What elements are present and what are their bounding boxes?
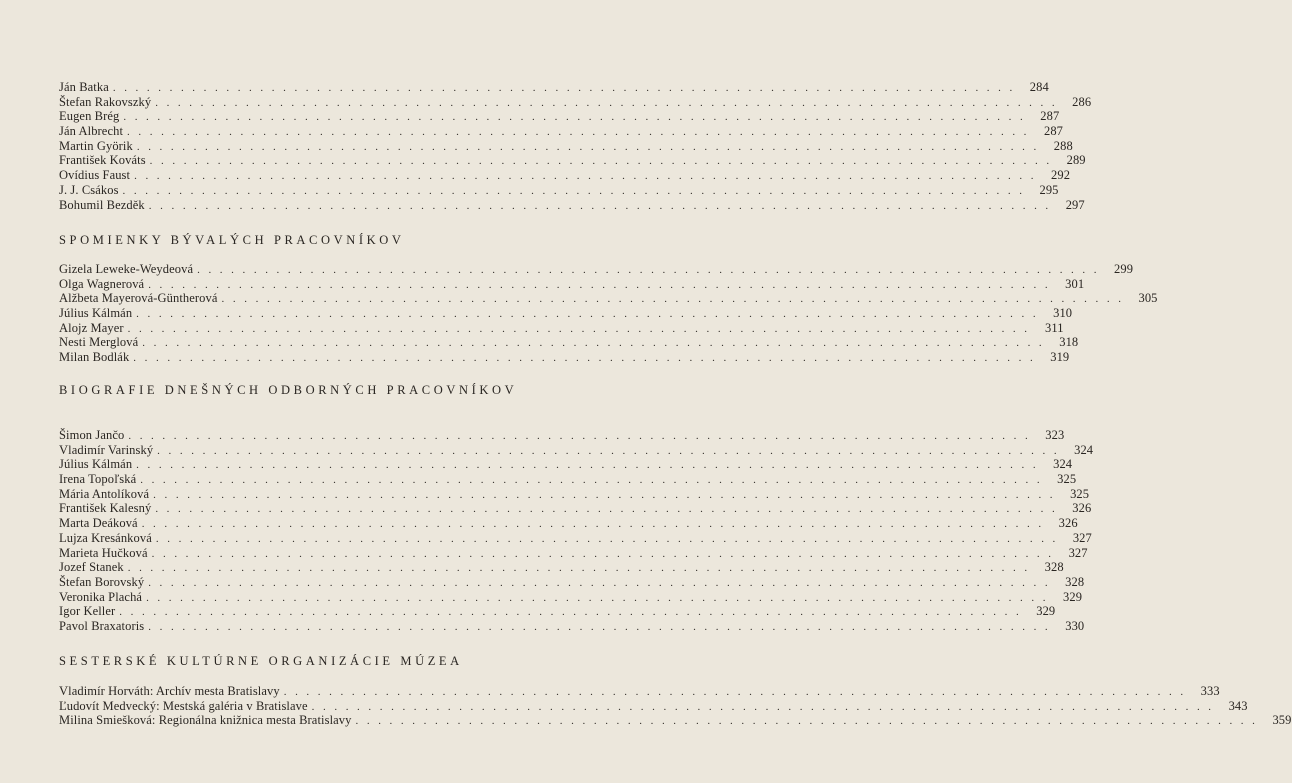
dot-leader: ................................................................................ [283, 686, 1192, 698]
dot-leader: ................................................................................ [149, 155, 1058, 168]
entry-name: Ľudovít Medvecký: Mestská galéria v Bratislave [59, 698, 308, 713]
toc-entry [59, 124, 1064, 139]
dot-leader: ................................................................................ [155, 96, 1064, 109]
entry-name: Ján Batka [59, 80, 109, 94]
section-heading-former-staff: SPOMIENKY BÝVALÝCH PRACOVNÍKOV [59, 233, 405, 247]
toc-entry [59, 545, 1088, 561]
dot-leader: ................................................................................ [136, 140, 1045, 153]
entry-page: 329 [1036, 604, 1056, 619]
entry-name: Šimon Jančo [59, 428, 125, 442]
entry-name: František Kalesný [59, 501, 152, 516]
entry-name: Bohumil Bezděk [59, 197, 145, 212]
entry-page: 333 [1200, 684, 1220, 698]
dot-leader: ................................................................................ [355, 715, 1264, 728]
toc-entry [59, 182, 1059, 198]
toc-entry [59, 109, 1060, 124]
dot-leader: ................................................................................ [197, 264, 1106, 276]
entry-page: 324 [1074, 442, 1094, 457]
entry-name: Irena Topoľská [59, 472, 137, 487]
entry-page: 292 [1051, 168, 1071, 183]
entry-page: 330 [1065, 618, 1085, 633]
entry-page: 328 [1044, 560, 1064, 575]
toc-entry [59, 618, 1085, 634]
toc-entry [59, 276, 1085, 292]
dot-leader: ................................................................................ [148, 199, 1057, 212]
dot-leader: ................................................................................ [151, 547, 1060, 560]
dot-leader: ................................................................................ [153, 488, 1062, 501]
entry-page: 327 [1072, 530, 1092, 545]
entry-name: Július Kálmán [59, 306, 133, 321]
toc-entry [59, 291, 1158, 306]
entry-page: 327 [1068, 545, 1088, 560]
entry-page: 289 [1066, 153, 1086, 168]
entry-name: Marta Deáková [59, 516, 138, 531]
toc-entry [59, 457, 1073, 472]
entry-page: 311 [1045, 320, 1064, 335]
entry-name: Alojz Mayer [59, 320, 124, 335]
entry-page: 318 [1059, 335, 1079, 350]
toc-entry [59, 320, 1064, 336]
dot-leader: ................................................................................ [136, 308, 1045, 321]
entry-page: 288 [1053, 138, 1073, 153]
entry-name: Ján Albrecht [59, 124, 124, 139]
dot-leader: ................................................................................ [127, 126, 1036, 139]
toc-entry [59, 138, 1073, 154]
toc-entry [59, 684, 1220, 699]
toc-entry [59, 472, 1077, 487]
toc-entry [59, 80, 1049, 95]
entry-page: 287 [1040, 109, 1060, 124]
entry-name: Milina Smiešková: Regionálna knižnica mesta Bratislavy [59, 713, 352, 728]
entry-page: 326 [1058, 516, 1078, 531]
toc-entry [59, 713, 1292, 728]
dot-leader: ................................................................................ [122, 184, 1031, 197]
entry-name: Milan Bodlák [59, 350, 130, 365]
entry-page: 301 [1065, 276, 1085, 291]
entry-page: 324 [1053, 457, 1073, 472]
toc-entry [59, 94, 1092, 110]
entry-name: Ovídius Faust [59, 168, 131, 183]
entry-name: Lujza Kresánková [59, 530, 152, 545]
entry-name: Vladimír Horváth: Archív mesta Bratislavy [59, 684, 280, 698]
toc-entry [59, 574, 1085, 590]
toc-section-3 [59, 428, 1094, 634]
entry-page: 329 [1063, 589, 1083, 604]
dot-leader: ................................................................................ [311, 700, 1220, 713]
section-heading-current-staff: BIOGRAFIE DNEŠNÝCH ODBORNÝCH PRACOVNÍKOV [59, 383, 518, 397]
entry-name: J. J. Csákos [59, 182, 119, 197]
toc-section-2 [59, 262, 1158, 365]
dot-leader: ................................................................................ [140, 474, 1049, 487]
toc-section-4 [59, 684, 1292, 728]
entry-name: Martin Györik [59, 138, 133, 153]
entry-name: Marieta Hučková [59, 545, 148, 560]
dot-leader: ................................................................................ [142, 337, 1051, 350]
entry-name: Štefan Rakovszký [59, 94, 152, 109]
toc-entry [59, 153, 1086, 168]
entry-name: František Kováts [59, 153, 146, 168]
entry-page: 284 [1029, 80, 1049, 94]
dot-leader: ................................................................................ [112, 82, 1021, 94]
entry-page: 328 [1065, 574, 1085, 589]
entry-name: Eugen Brég [59, 109, 120, 124]
dot-leader: ................................................................................ [123, 111, 1032, 124]
entry-name: Vladimír Varinský [59, 442, 154, 457]
entry-page: 310 [1053, 306, 1073, 321]
toc-entry [59, 516, 1078, 531]
entry-page: 359 [1272, 713, 1292, 728]
entry-page: 325 [1057, 472, 1077, 487]
dot-leader: ................................................................................ [136, 459, 1045, 472]
toc-entry [59, 262, 1134, 277]
dot-leader: ................................................................................ [127, 562, 1036, 575]
dot-leader: ................................................................................ [155, 503, 1064, 516]
dot-leader: ................................................................................ [119, 606, 1028, 619]
entry-name: Jozef Stanek [59, 560, 124, 575]
entry-name: Veronika Plachá [59, 589, 143, 604]
toc-entry [59, 197, 1085, 213]
entry-name: Nesti Merglová [59, 335, 139, 350]
entry-name: Igor Keller [59, 604, 116, 619]
toc-entry [59, 486, 1090, 502]
entry-name: Július Kálmán [59, 457, 133, 472]
toc-entry [59, 530, 1092, 546]
toc-entry [59, 604, 1056, 619]
entry-page: 319 [1050, 350, 1070, 365]
toc-entry [59, 350, 1070, 365]
toc-entry [59, 168, 1071, 183]
toc-entry [59, 335, 1079, 350]
entry-page: 326 [1072, 501, 1092, 516]
entry-name: Štefan Borovský [59, 574, 145, 589]
dot-leader: ................................................................................ [155, 532, 1064, 545]
dot-leader: ................................................................................ [141, 518, 1050, 531]
entry-page: 286 [1072, 94, 1092, 109]
dot-leader: ................................................................................ [221, 293, 1130, 306]
entry-name: Pavol Braxatoris [59, 618, 145, 633]
dot-leader: ................................................................................ [148, 278, 1057, 291]
dot-leader: ................................................................................ [133, 352, 1042, 365]
entry-name: Mária Antolíková [59, 486, 150, 501]
toc-entry [59, 306, 1073, 321]
entry-page: 325 [1070, 486, 1090, 501]
entry-page: 295 [1039, 182, 1059, 197]
toc-entry [59, 501, 1092, 516]
dot-leader: ................................................................................ [157, 444, 1066, 457]
toc-section-1 [59, 80, 1092, 212]
dot-leader: ................................................................................ [127, 322, 1036, 335]
toc-entry [59, 428, 1065, 443]
entry-name: Alžbeta Mayerová-Güntherová [59, 291, 218, 306]
entry-name: Gizela Leweke-Weydeová [59, 262, 194, 276]
dot-leader: ................................................................................ [148, 620, 1057, 633]
toc-entry [59, 698, 1248, 714]
dot-leader: ................................................................................ [148, 576, 1057, 589]
entry-page: 343 [1228, 698, 1248, 713]
entry-page: 299 [1114, 262, 1134, 276]
dot-leader: ................................................................................ [134, 170, 1043, 183]
entry-page: 323 [1045, 428, 1065, 442]
toc-entry [59, 442, 1094, 458]
entry-page: 305 [1138, 291, 1158, 306]
entry-page: 287 [1043, 124, 1064, 139]
entry-name: Olga Wagnerová [59, 276, 145, 291]
section-heading-sister-organizations: SESTERSKÉ KULTÚRNE ORGANIZÁCIE MÚZEA [59, 654, 463, 668]
dot-leader: ................................................................................ [146, 591, 1055, 604]
toc-entry [59, 560, 1064, 575]
toc-entry [59, 589, 1083, 605]
dot-leader: ................................................................................ [128, 430, 1037, 442]
entry-page: 297 [1065, 197, 1085, 212]
